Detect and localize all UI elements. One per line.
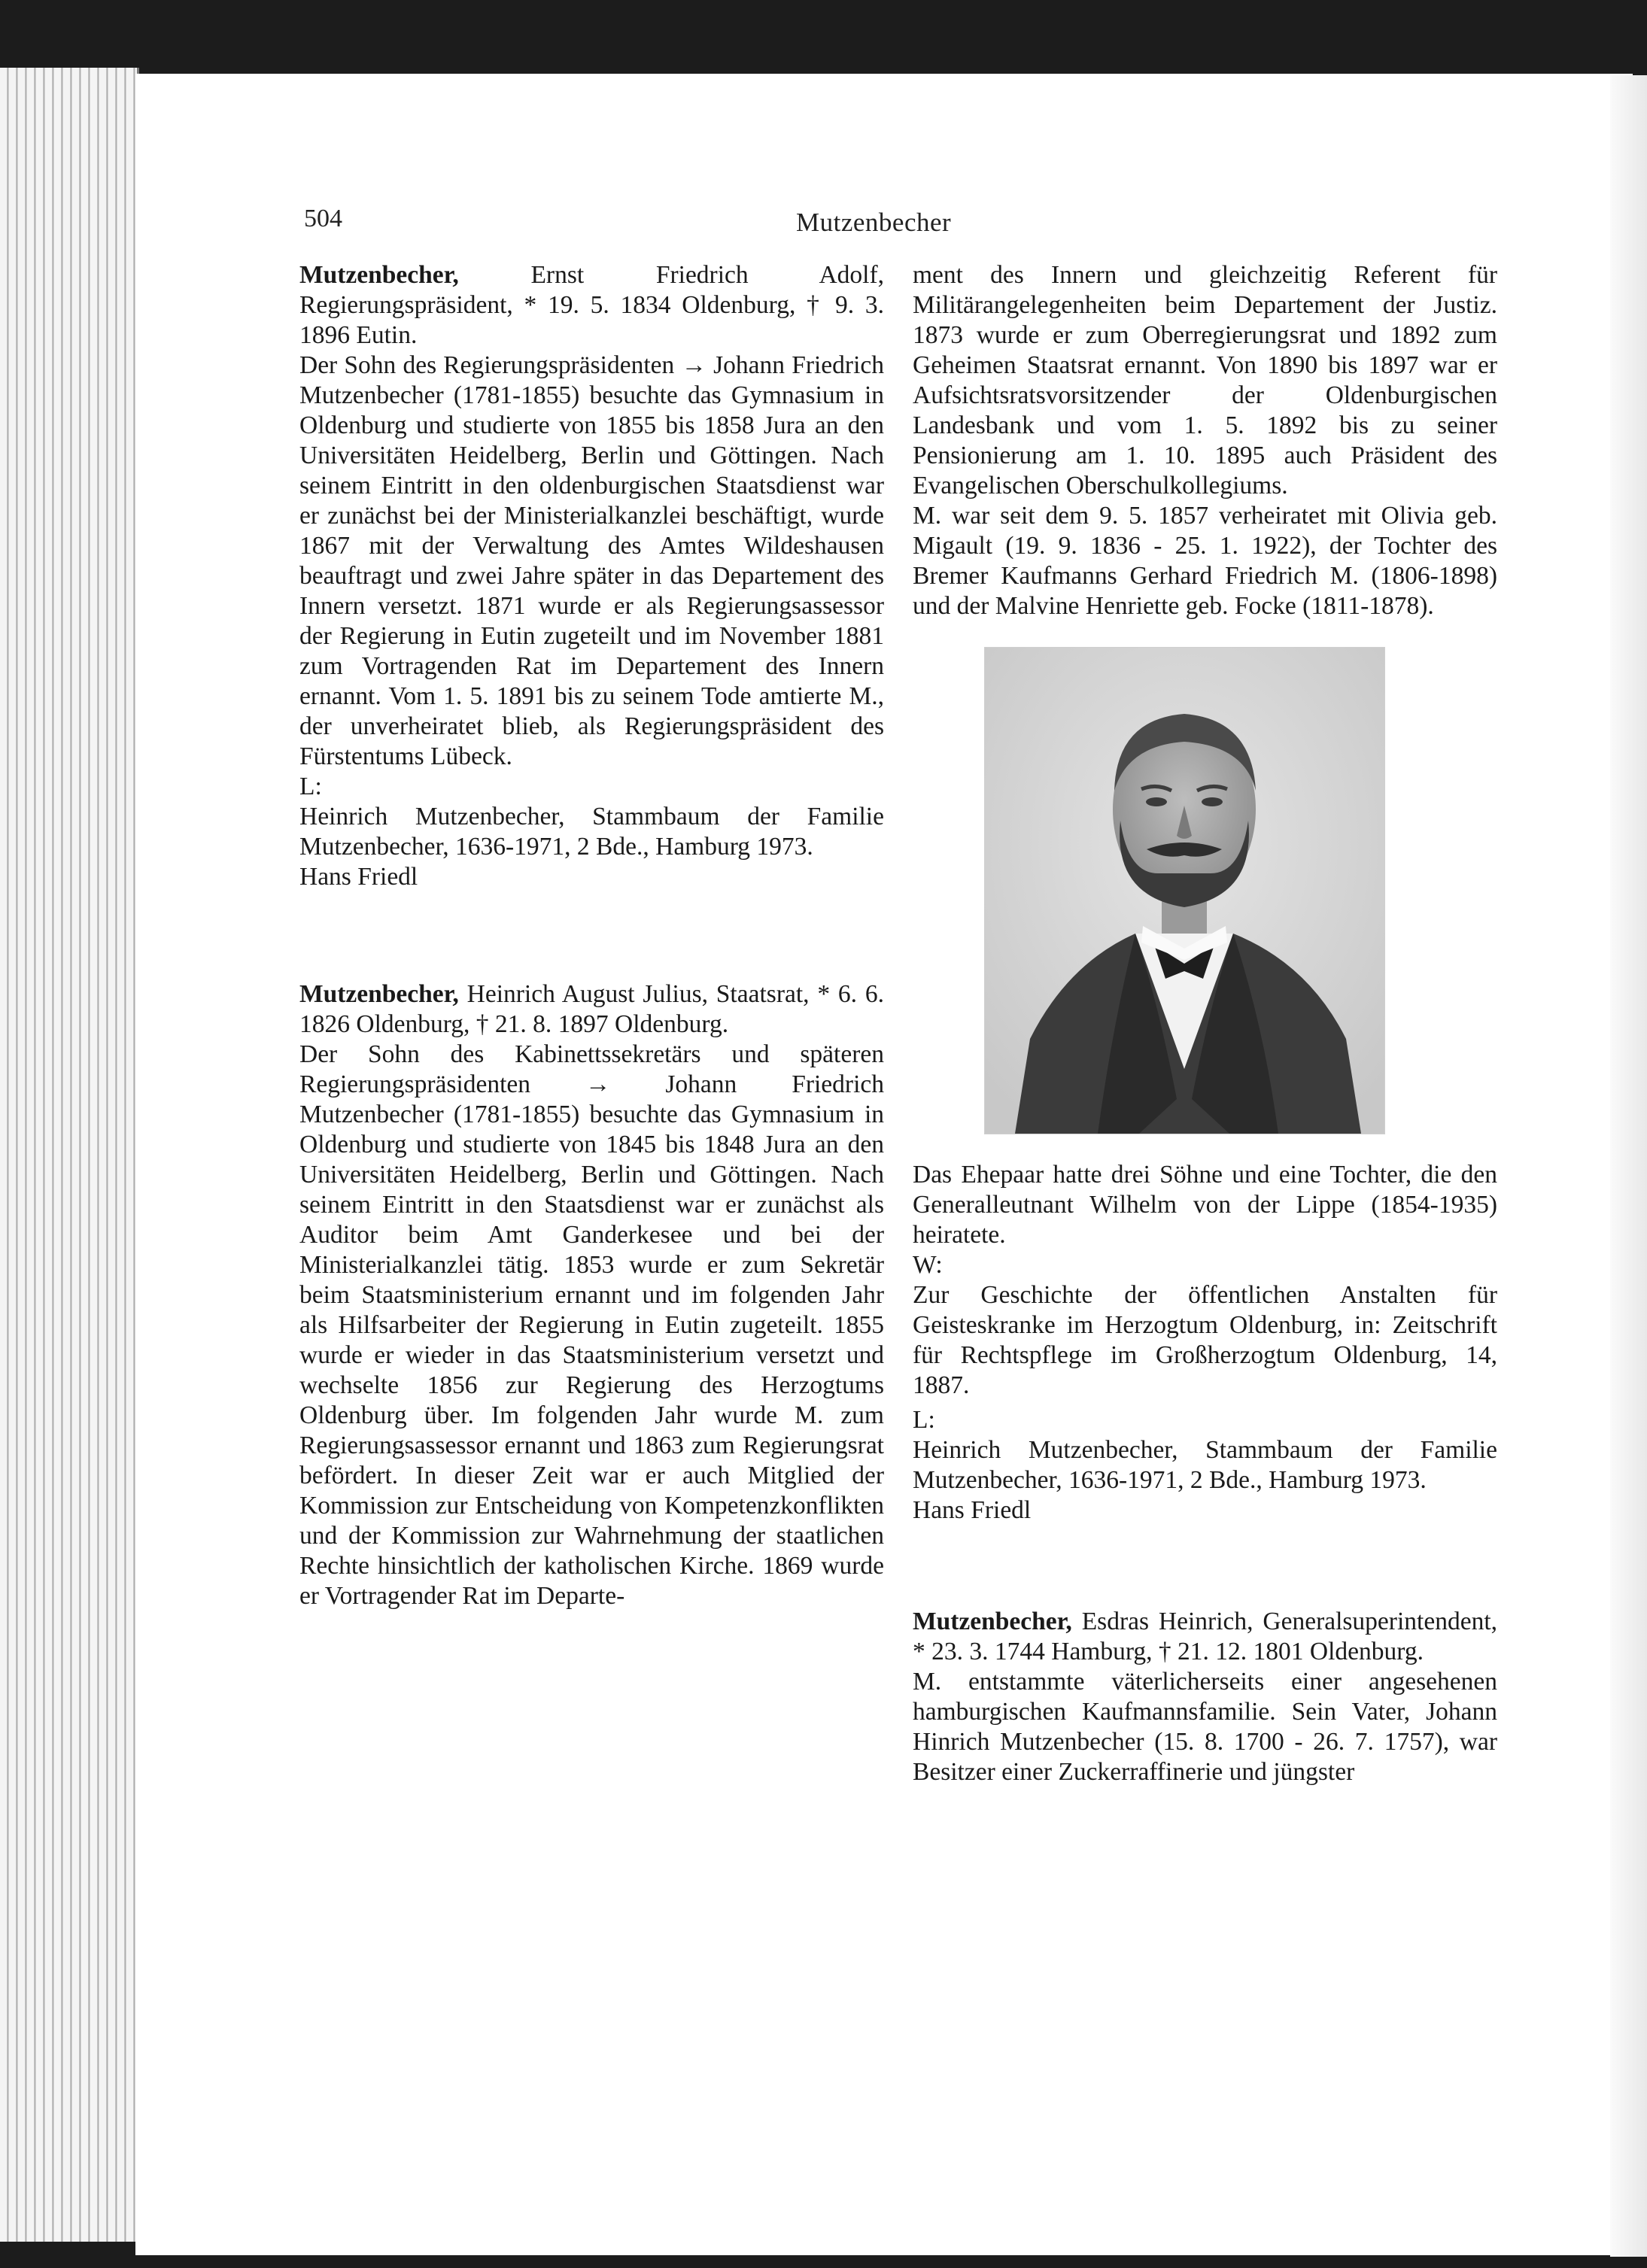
headword: Mutzenbecher, xyxy=(299,980,459,1008)
marriage-text: M. war seit dem 9. 5. 1857 verheiratet mit Olivia geb. Migault (19. 9. 1836 - 25. 1. 1922), der Tochter des Bremer Kaufmanns Gerhard Friedrich M. (1806-1898) und der Malvine Henriette geb. Focke (1811-1878). xyxy=(913,502,1497,620)
author-name: Hans Friedl xyxy=(913,1496,1032,1524)
page-right-margin xyxy=(1610,75,1647,2257)
lemma-text: Ernst Friedrich Adolf, Regierungspräsident, * 19. 5. 1834 Oldenburg, † 9. 3. 1896 Eutin. xyxy=(299,261,884,349)
biography-text: Der Sohn des Regierungspräsidenten → Johann Friedrich Mutzenbecher (1781-1855) besuchte das Gymnasium in Oldenburg und studierte von 1855 bis 1858 Jura an den Universitäten Heidelberg, Berlin und Göttingen. Nach seinem Eintritt in den oldenburgischen Staatsdienst war er zunächst bei der Ministerialkanzlei beschäftigt, wurde 1867 mit der Verwaltung des Amtes Wildeshausen beauftragt und zwei Jahre später in das Departement des Innern versetzt. 1871 wurde er als Regierungsassessor der Regierung in Eutin zugeteilt und im November 1881 zum Vortragenden Rat im Departement des Innern ernannt. Vom 1. 5. 1891 bis zu seinem Tode amtierte M., der unverheiratet blieb, als Regierungspräsident des Fürstentums Lübeck. xyxy=(299,351,884,770)
works-text: Zur Geschichte der öffentlichen Anstalten für Geisteskranke im Herzogtum Oldenburg, in: Zeitschrift für Rechtspflege im Großherzogtum Oldenburg, 14, 1887. xyxy=(913,1281,1497,1399)
entry-lemma xyxy=(299,979,884,1040)
lemma-text: Esdras Heinrich, Generalsuperintendent, * 23. 3. 1744 Hamburg, † 21. 12. 1801 Oldenburg. xyxy=(913,1608,1497,1665)
headword: Mutzenbecher, xyxy=(913,1608,1072,1635)
entry-separator xyxy=(299,892,884,979)
biography-text: Der Sohn des Kabinettssekretärs und späteren Regierungspräsidenten → Johann Friedrich Mutzenbecher (1781-1855) besuchte das Gymnasium in Oldenburg und studierte von 1845 bis 1848 Jura an den Universitäten Heidelberg, Berlin und Göttingen. Nach seinem Eintritt in den Staatsdienst war er zunächst als Auditor beim Amt Ganderkesee und bei der Ministerialkanzlei tätig. 1853 wurde er zum Sekretär beim Staatsministerium ernannt und im folgenden Jahr als Hilfsarbeiter der Regierung in Eutin zugeteilt. 1855 wurde er wieder in das Staatsministerium versetzt und wechselte 1856 zur Regierung des Herzogtums Oldenburg über. Im folgenden Jahr wurde M. zum Regierungsassessor ernannt und 1863 zum Regierungsrat befördert. In dieser Zeit war er auch Mitglied der Kommission zur Entscheidung von Kompetenzkonflikten und der Kommission zur Wahrnehmung der staatlichen Rechte hinsichtlich der katholischen Kirche. 1869 wurde er Vortragender Rat im Departe- xyxy=(299,1040,884,1610)
family-text: Das Ehepaar hatte drei Söhne und eine Tochter, die den Generalleutnant Wilhelm von der Lippe (1854-1935) heiratete. xyxy=(913,1161,1497,1249)
right-column xyxy=(913,260,1497,1787)
portrait-photograph xyxy=(984,647,1385,1134)
literature-text: Heinrich Mutzenbecher, Stammbaum der Familie Mutzenbecher, 1636-1971, 2 Bde., Hamburg 1973. xyxy=(913,1436,1497,1494)
author-name: Hans Friedl xyxy=(299,863,418,891)
entry-heinrich-august-julius xyxy=(299,979,884,1611)
literature-text: Heinrich Mutzenbecher, Stammbaum der Familie Mutzenbecher, 1636-1971, 2 Bde., Hamburg 1973. xyxy=(299,803,884,861)
entry-lemma xyxy=(913,1607,1497,1667)
literature-label: L: xyxy=(913,1406,935,1434)
literature-label: L: xyxy=(299,773,322,800)
running-head: Mutzenbecher xyxy=(796,208,952,237)
page-number: 504 xyxy=(304,205,342,232)
biography-continuation: ment des Innern und gleichzeitig Referent für Militärangelegenheiten beim Departement der Justiz. 1873 wurde er zum Oberregierungsrat und 1892 zum Geheimen Staatsrat ernannt. Von 1890 bis 1897 war er Aufsichtsratsvorsitzender der Oldenburgischen Landesbank und vom 1. 5. 1892 bis zu seiner Pensionierung am 1. 10. 1895 auch Präsident des Evangelischen Oberschulkollegiums. xyxy=(913,261,1497,499)
entry-separator xyxy=(913,1526,1497,1607)
entry-ernst-friedrich-adolf xyxy=(299,260,884,892)
biography-text: M. entstammte väterlicherseits einer angesehenen hamburgischen Kaufmannsfamilie. Sein Vater, Johann Hinrich Mutzenbecher (15. 8. 1700 - 26. 7. 1757), war Besitzer einer Zuckerraffinerie und jüngster xyxy=(913,1668,1497,1786)
works-label: W: xyxy=(913,1251,943,1279)
entry-heinrich-august-julius-continued xyxy=(913,260,1497,1526)
portrait-illustration xyxy=(985,648,1384,1134)
headword: Mutzenbecher, xyxy=(299,261,459,289)
page-header xyxy=(0,205,1647,250)
lemma-text: Heinrich August Julius, Staatsrat, * 6. 6. 1826 Oldenburg, † 21. 8. 1897 Oldenburg. xyxy=(299,980,884,1038)
entry-esdras-heinrich xyxy=(913,1607,1497,1787)
entry-lemma xyxy=(299,260,884,351)
left-column xyxy=(299,260,884,1611)
book-page-edges xyxy=(0,68,139,2242)
